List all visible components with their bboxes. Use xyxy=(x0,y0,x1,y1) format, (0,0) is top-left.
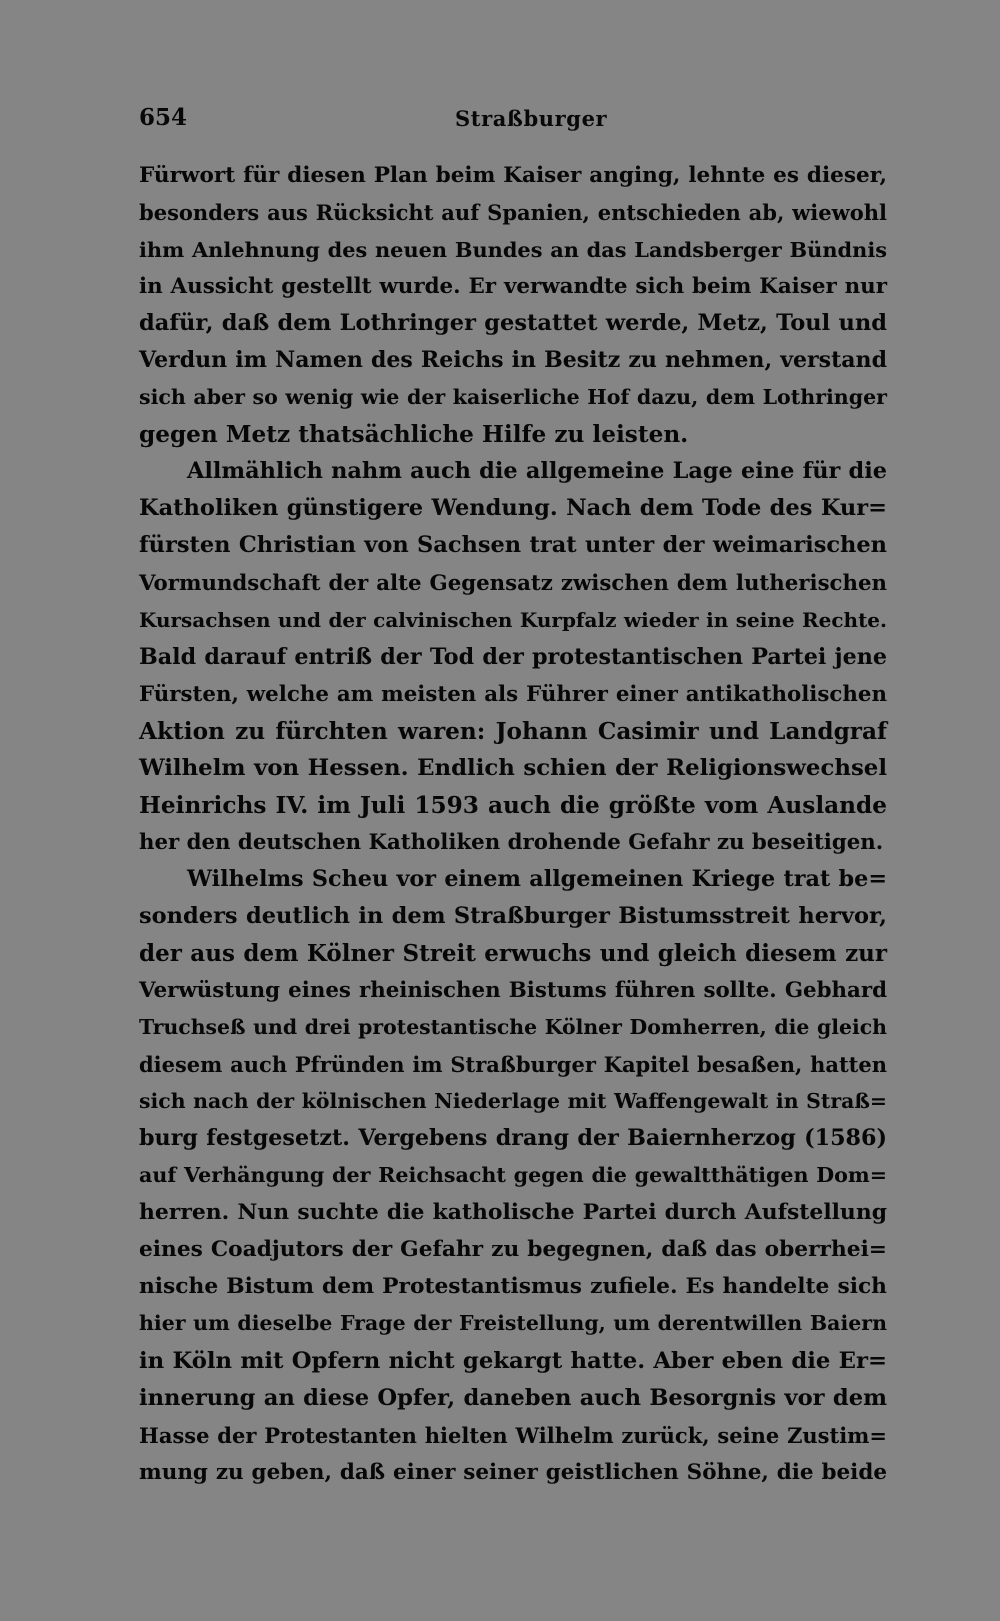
text-line: her den deutschen Katholiken drohende Gefahr zu beseitigen. xyxy=(139,829,884,855)
text-line: eines Coadjutors der Gefahr zu begegnen, daß das oberrhei= xyxy=(139,1237,887,1263)
text-line: Kursachsen und der calvinischen Kurpfalz wieder in seine Rechte. xyxy=(139,607,887,632)
running-title: Straßburger xyxy=(455,106,608,131)
text-line: herren. Nun suchte die katholische Partei durch Aufstellung xyxy=(139,1199,887,1226)
text-line: sonders deutlich in dem Straßburger Bistumsstreit hervor, xyxy=(139,902,887,929)
text-line: Katholiken günstigere Wendung. Nach dem Tode des Kur= xyxy=(139,495,887,522)
text-line: Verdun im Namen des Reichs in Besitz zu nehmen, verstand xyxy=(139,347,887,374)
text-line: Wilhelm von Hessen. Endlich schien der Religionswechsel xyxy=(139,754,887,781)
text-line: ihm Anlehnung des neuen Bundes an das Landsberger Bündnis xyxy=(139,237,887,263)
text-line: gegen Metz thatsächliche Hilfe zu leisten. xyxy=(139,421,689,449)
text-line: mung zu geben, daß einer seiner geistlichen Söhne, die beide xyxy=(139,1459,887,1485)
text-line: diesem auch Pfründen im Straßburger Kapitel besaßen, hatten xyxy=(139,1052,887,1078)
text-line: nische Bistum dem Protestantismus zufiele. Es handelte sich xyxy=(139,1274,887,1300)
text-line: innerung an diese Opfer, daneben auch Besorgnis vor dem xyxy=(139,1384,887,1411)
text-line: der aus dem Kölner Streit erwuchs und gleich diesem zur xyxy=(139,939,887,967)
text-line: Heinrichs IV. im Juli 1593 auch die größte vom Auslande xyxy=(139,791,887,819)
text-line: auf Verhängung der Reichsacht gegen die gewaltthätigen Dom= xyxy=(139,1163,887,1188)
text-line: besonders aus Rücksicht auf Spanien, entschieden ab, wiewohl xyxy=(139,200,887,226)
page-number: 654 xyxy=(139,104,188,131)
text-line: Vormundschaft der alte Gegensatz zwischen dem lutherischen xyxy=(139,570,887,596)
text-line: Allmählich nahm auch die allgemeine Lage eine für die xyxy=(187,458,887,485)
text-line: sich aber so wenig wie der kaiserliche Hof dazu, dem Lothringer xyxy=(139,385,887,410)
text-line: in Köln mit Opfern nicht gekargt hatte. Aber eben die Er= xyxy=(139,1347,887,1374)
text-line: in Aussicht gestellt wurde. Er verwandte sich beim Kaiser nur xyxy=(139,274,887,300)
text-line: Aktion zu fürchten waren: Johann Casimir und Landgraf xyxy=(139,717,887,745)
text-line: Wilhelms Scheu vor einem allgemeinen Kriege trat be= xyxy=(187,865,887,892)
text-line: Truchseß und drei protestantische Kölner Domherren, die gleich xyxy=(139,1015,887,1040)
body-text xyxy=(139,157,887,1491)
text-line: dafür, daß dem Lothringer gestattet werde, Metz, Toul und xyxy=(139,310,887,337)
text-line: Verwüstung eines rheinischen Bistums führen sollte. Gebhard xyxy=(139,978,887,1004)
page-header xyxy=(139,104,887,144)
text-line: fürsten Christian von Sachsen trat unter der weimarischen xyxy=(139,532,887,559)
text-line: Fürwort für diesen Plan beim Kaiser anging, lehnte es dieser, xyxy=(139,163,887,188)
text-line: burg festgesetzt. Vergebens drang der Baiernherzog (1586) xyxy=(139,1125,887,1152)
text-line: Hasse der Protestanten hielten Wilhelm zurück, seine Zustim= xyxy=(139,1422,887,1448)
text-line: Fürsten, welche am meisten als Führer einer antikatholischen xyxy=(139,681,887,707)
text-line: Bald darauf entriß der Tod der protestantischen Partei jene xyxy=(139,643,887,670)
text-line: sich nach der kölnischen Niederlage mit Waffengewalt in Straß= xyxy=(139,1089,887,1114)
text-line: hier um dieselbe Frage der Freistellung, um derentwillen Baiern xyxy=(139,1311,887,1336)
